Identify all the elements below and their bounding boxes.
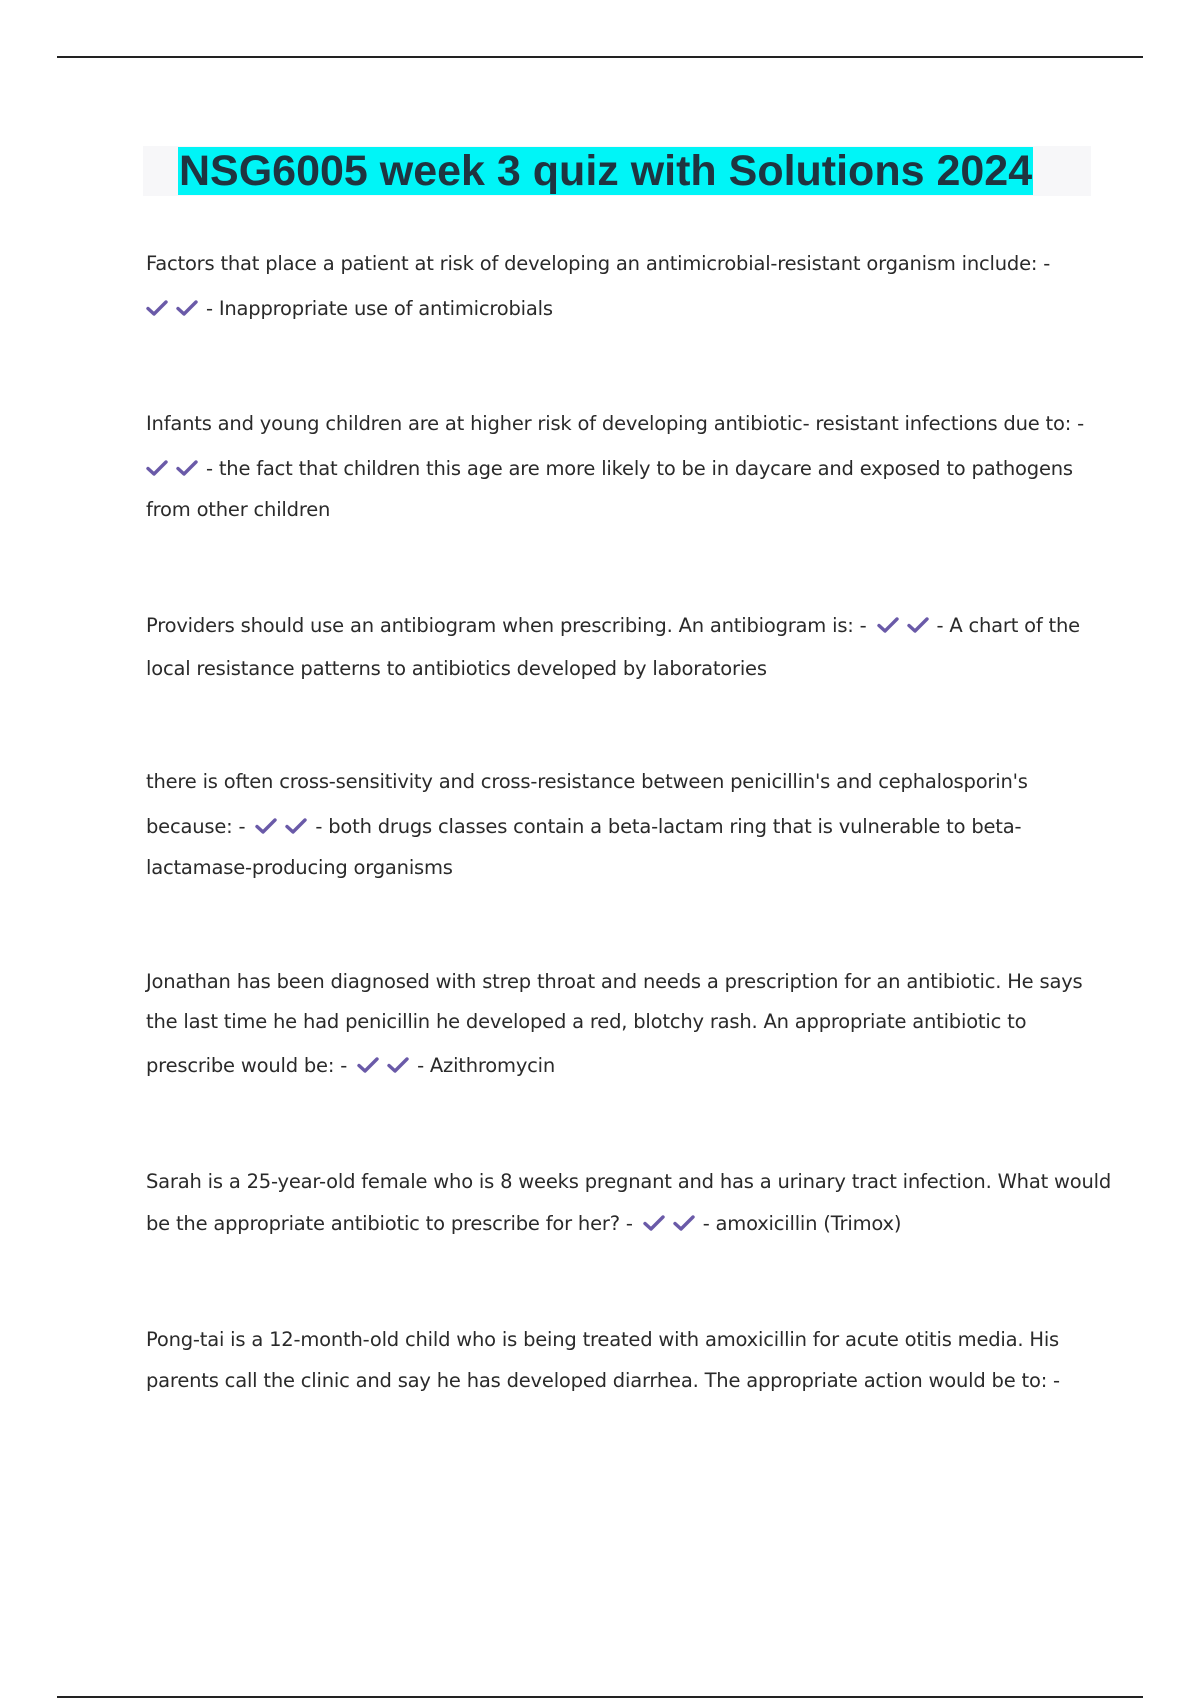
answer-line <box>146 1054 555 1077</box>
answer-text-continued: lactamase-producing organisms <box>146 856 453 879</box>
answer-text-continued: local resistance patterns to antibiotics developed by laboratories <box>146 657 767 680</box>
bottom-rule <box>57 1696 1143 1698</box>
page-title-text: NSG6005 week 3 quiz with Solutions 2024 <box>179 147 1033 195</box>
check-icon <box>673 1214 695 1232</box>
check-icon <box>285 817 307 835</box>
question-text-continued: the last time he had penicillin he developed a red, blotchy rash. An appropriate antibiotic to <box>146 1010 1027 1033</box>
answer-text-continued: from other children <box>146 498 331 521</box>
question-line <box>146 614 1080 637</box>
question-text: Jonathan has been diagnosed with strep throat and needs a prescription for an antibiotic. He says <box>146 970 1083 993</box>
check-icon <box>387 1056 409 1074</box>
answer-line <box>146 815 1021 838</box>
question-text: Pong-tai is a 12-month-old child who is being treated with amoxicillin for acute otitis media. His <box>146 1328 1060 1351</box>
check-icon <box>357 1056 379 1074</box>
question-text: Infants and young children are at higher risk of developing antibiotic- resistant infections due to: - <box>146 412 1084 435</box>
check-icon <box>146 299 168 317</box>
check-icon <box>877 616 899 634</box>
top-rule <box>57 56 1143 58</box>
answer-text: - A chart of the <box>936 614 1080 637</box>
question-text: Providers should use an antibiogram when prescribing. An antibiogram is: - <box>146 614 867 637</box>
page-title <box>178 146 1033 196</box>
question-text-continued: parents call the clinic and say he has developed diarrhea. The appropriate action would be to: - <box>146 1369 1060 1392</box>
answer-line <box>146 1212 901 1235</box>
question-text: Factors that place a patient at risk of developing an antimicrobial-resistant organism include: - <box>146 252 1051 275</box>
check-icon <box>176 459 198 477</box>
check-icon <box>255 817 277 835</box>
question-text: there is often cross-sensitivity and cross-resistance between penicillin's and cephalosporin's <box>146 770 1028 793</box>
question-text-continued: be the appropriate antibiotic to prescribe for her? - <box>146 1212 633 1235</box>
answer-text: - amoxicillin (Trimox) <box>702 1212 902 1235</box>
question-text: Sarah is a 25-year-old female who is 8 weeks pregnant and has a urinary tract infection. What would <box>146 1170 1112 1193</box>
answer-line <box>146 297 553 320</box>
check-icon <box>176 299 198 317</box>
check-icon <box>146 459 168 477</box>
check-icon <box>643 1214 665 1232</box>
answer-line <box>146 457 1073 480</box>
question-text-continued: prescribe would be: - <box>146 1054 348 1077</box>
answer-text: - Azithromycin <box>417 1054 556 1077</box>
answer-text: - the fact that children this age are more likely to be in daycare and exposed to pathogens <box>206 457 1073 480</box>
answer-text: - both drugs classes contain a beta-lactam ring that is vulnerable to beta- <box>315 815 1022 838</box>
check-icon <box>907 616 929 634</box>
answer-text: - Inappropriate use of antimicrobials <box>206 297 553 320</box>
question-text-continued: because: - <box>146 815 246 838</box>
